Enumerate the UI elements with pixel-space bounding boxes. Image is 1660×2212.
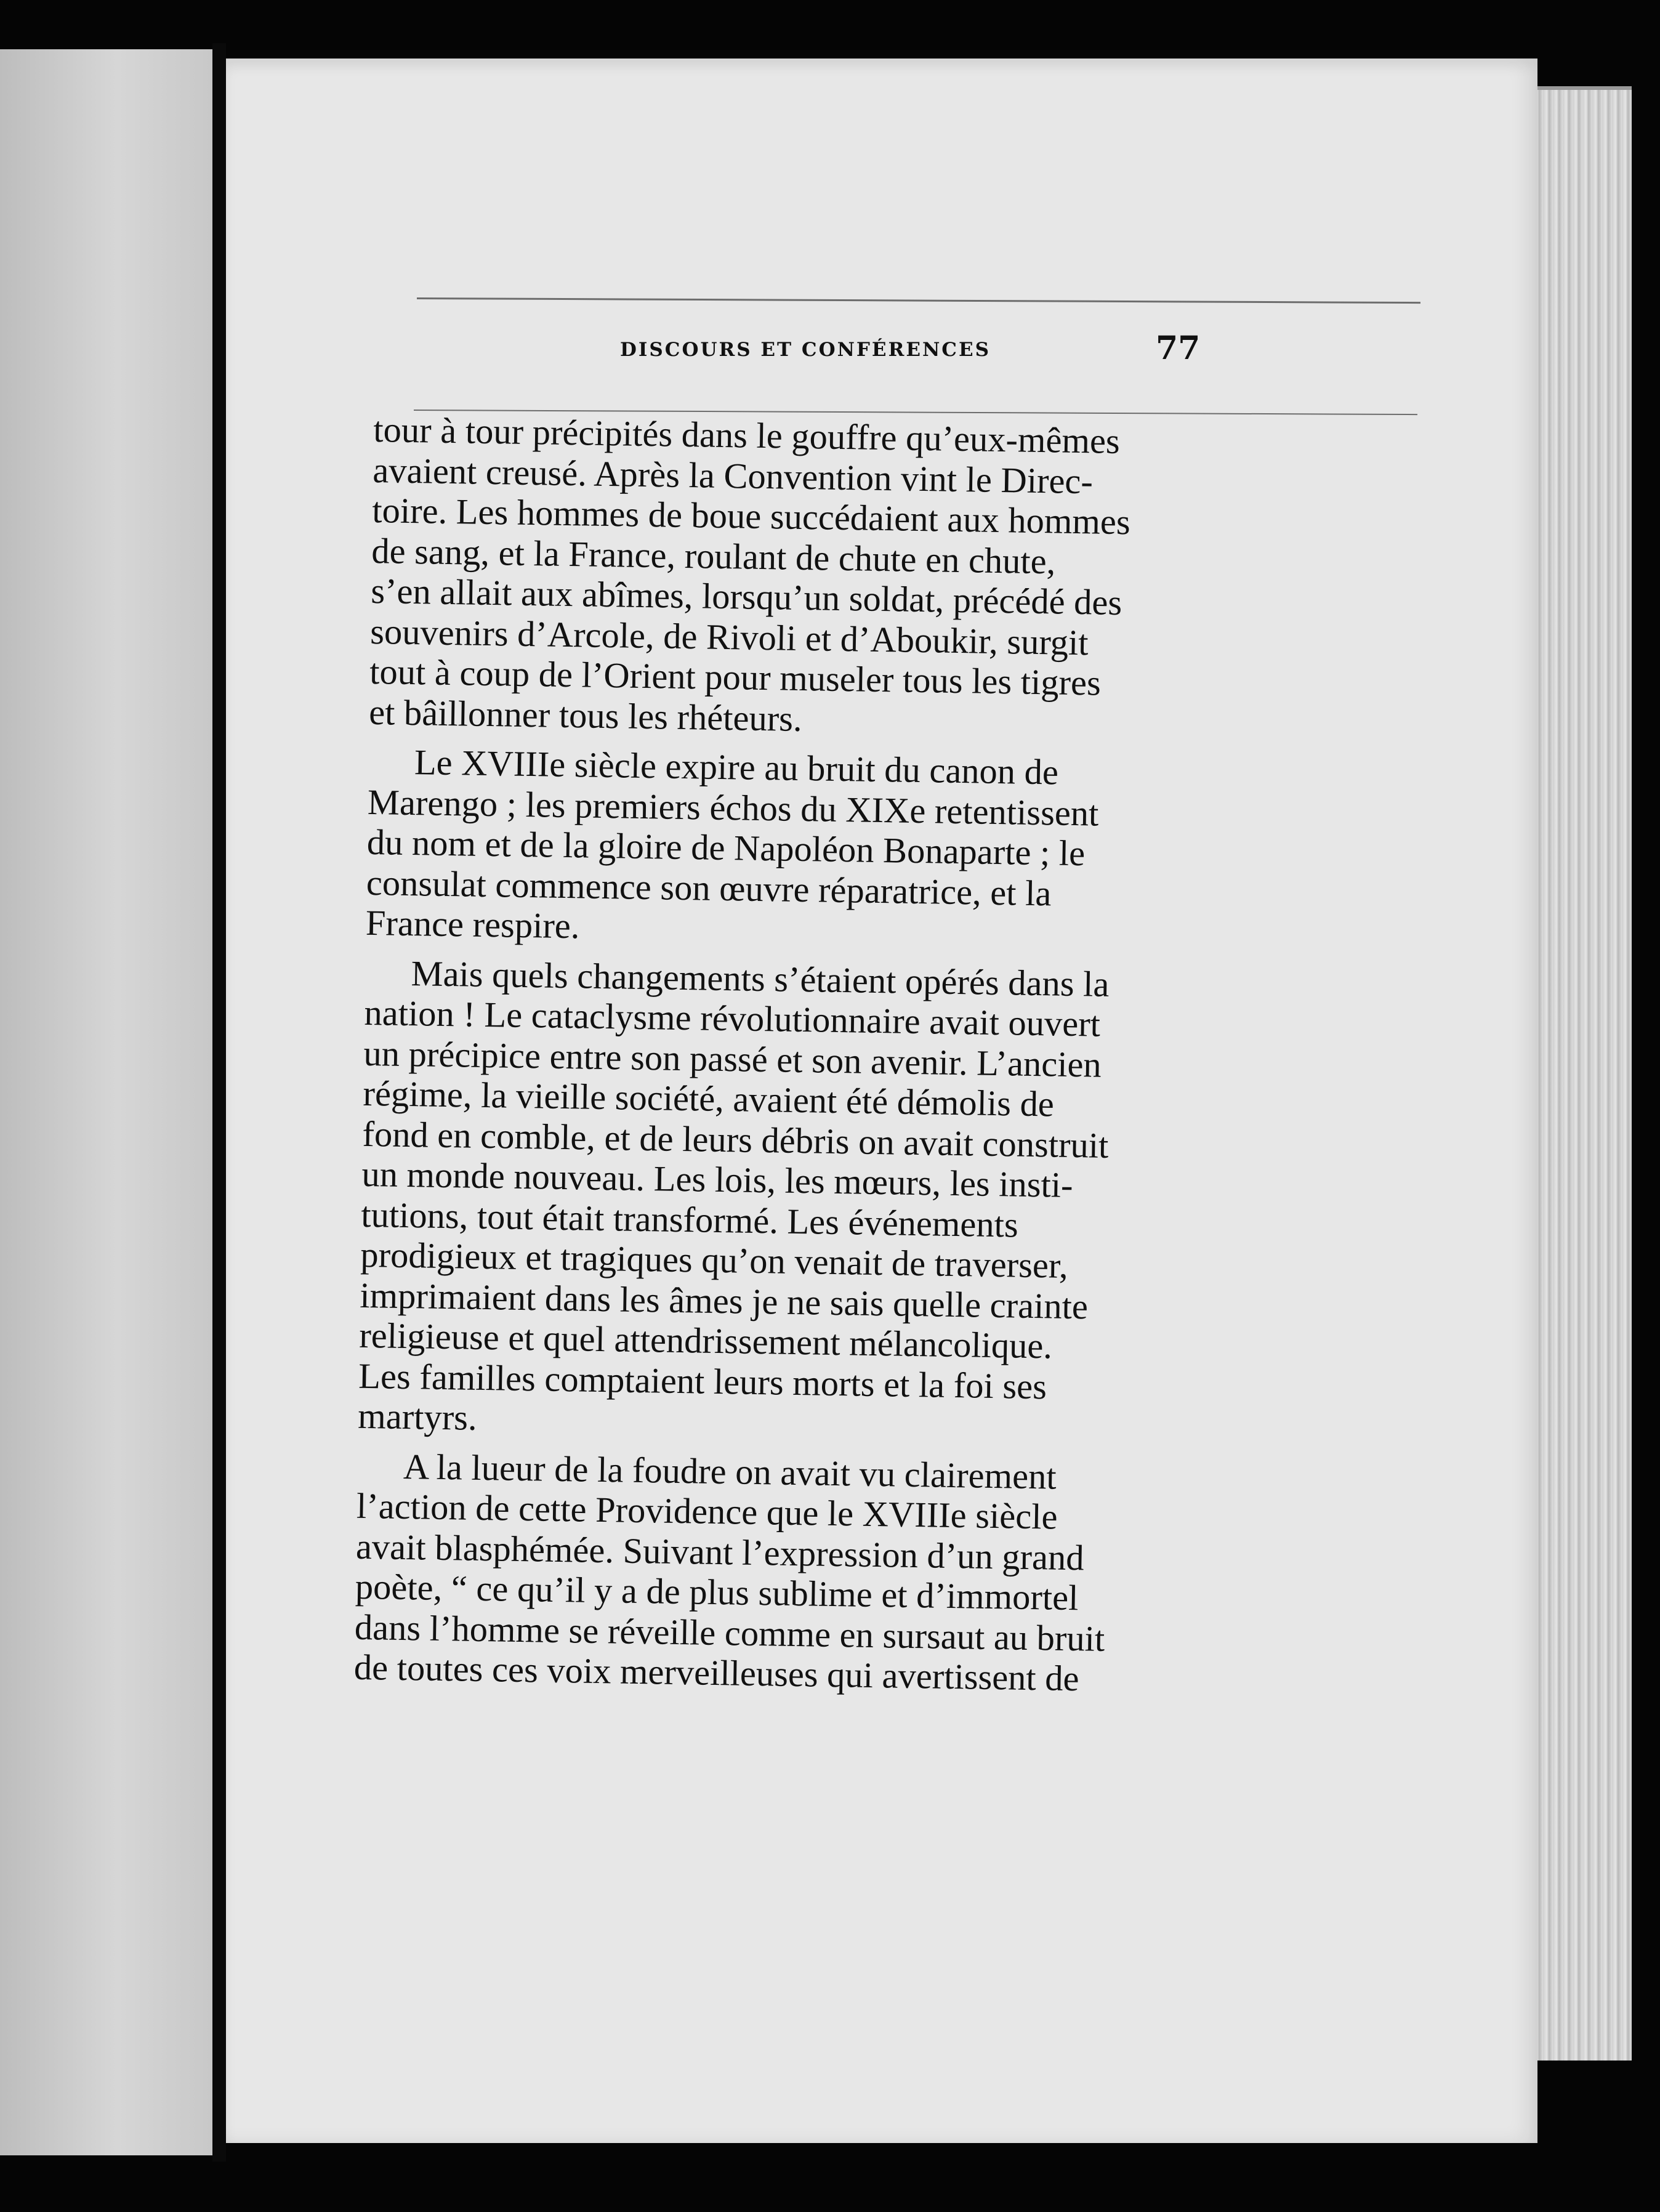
header-rule-top xyxy=(417,297,1420,304)
text-line: consulat commence son œuvre réparatrice, et la xyxy=(366,862,1052,913)
paragraph xyxy=(369,410,1420,749)
text-line: s’en allait aux abîmes, lorsqu’un soldat, précédé des xyxy=(370,570,1122,623)
page-block-edges xyxy=(1533,86,1632,2061)
text-line: régime, la vieille société, avaient été démolis de xyxy=(363,1073,1055,1124)
text-line: nation ! Le cataclysme révolutionnaire avait ouvert xyxy=(364,992,1101,1044)
paragraph xyxy=(365,741,1415,959)
text-line: prodigieux et tragiques qu’on venait de traverser, xyxy=(360,1234,1069,1286)
text-line: tutions, tout était transformé. Les événements xyxy=(360,1194,1019,1245)
paragraph xyxy=(353,1445,1404,1704)
book-gutter xyxy=(212,43,226,2162)
page-number: 77 xyxy=(1156,329,1201,367)
text-line: Mais quels changements s’étaient opérés dans la xyxy=(411,953,1110,1004)
text-line: tour à tour précipités dans le gouffre qu’eux-mêmes xyxy=(373,410,1121,462)
text-line: avait blasphémée. Suivant l’expression d’un grand xyxy=(355,1526,1085,1578)
running-head: DISCOURS ET CONFÉRENCES xyxy=(620,339,991,361)
text-line: et bâillonner tous les rhéteurs. xyxy=(368,692,803,739)
text-line: A la lueur de la foudre on avait vu clairement xyxy=(403,1446,1057,1497)
text-line: tout à coup de l’Orient pour museler tous les tigres xyxy=(369,651,1102,703)
text-line: de toutes ces voix merveilleuses qui avertissent de xyxy=(353,1647,1080,1699)
book-page xyxy=(226,59,1537,2143)
body-text xyxy=(353,410,1420,1713)
text-line: Le XVIIIe siècle expire au bruit du canon de xyxy=(414,742,1059,793)
text-line: imprimaient dans les âmes je ne sais quelle crainte xyxy=(359,1275,1089,1326)
text-line: de sang, et la France, roulant de chute en chute, xyxy=(371,530,1056,581)
facing-page-edge xyxy=(0,49,212,2155)
text-line: France respire. xyxy=(365,902,580,947)
text-line: souvenirs d’Arcole, de Rivoli et d’Aboukir, surgit xyxy=(369,611,1089,663)
text-line: avaient creusé. Après la Convention vint le Direc- xyxy=(372,450,1094,501)
text-line: un précipice entre son passé et son avenir. L’ancien xyxy=(363,1033,1102,1085)
text-line: Marengo ; les premiers échos du XIXe retentissent xyxy=(367,781,1099,834)
text-line: poète, “ ce qu’il y a de plus sublime et d’immortel xyxy=(355,1566,1079,1618)
text-line: religieuse et quel attendrissement mélancolique. xyxy=(358,1315,1053,1366)
text-line: martyrs. xyxy=(357,1395,478,1438)
text-line: dans l’homme se réveille comme en sursaut au bruit xyxy=(354,1607,1105,1659)
text-line: l’action de cette Providence que le XVIIIe siècle xyxy=(356,1485,1058,1537)
paragraph xyxy=(358,952,1412,1453)
text-line: fond en comble, et de leurs débris on avait construit xyxy=(362,1113,1109,1166)
text-line: du nom et de la gloire de Napoléon Bonaparte ; le xyxy=(366,821,1086,874)
text-line: un monde nouveau. Les lois, les mœurs, les insti- xyxy=(361,1153,1074,1205)
text-line: toire. Les hommes de boue succédaient aux hommes xyxy=(371,490,1131,543)
text-line: Les familles comptaient leurs morts et la foi ses xyxy=(358,1355,1047,1407)
